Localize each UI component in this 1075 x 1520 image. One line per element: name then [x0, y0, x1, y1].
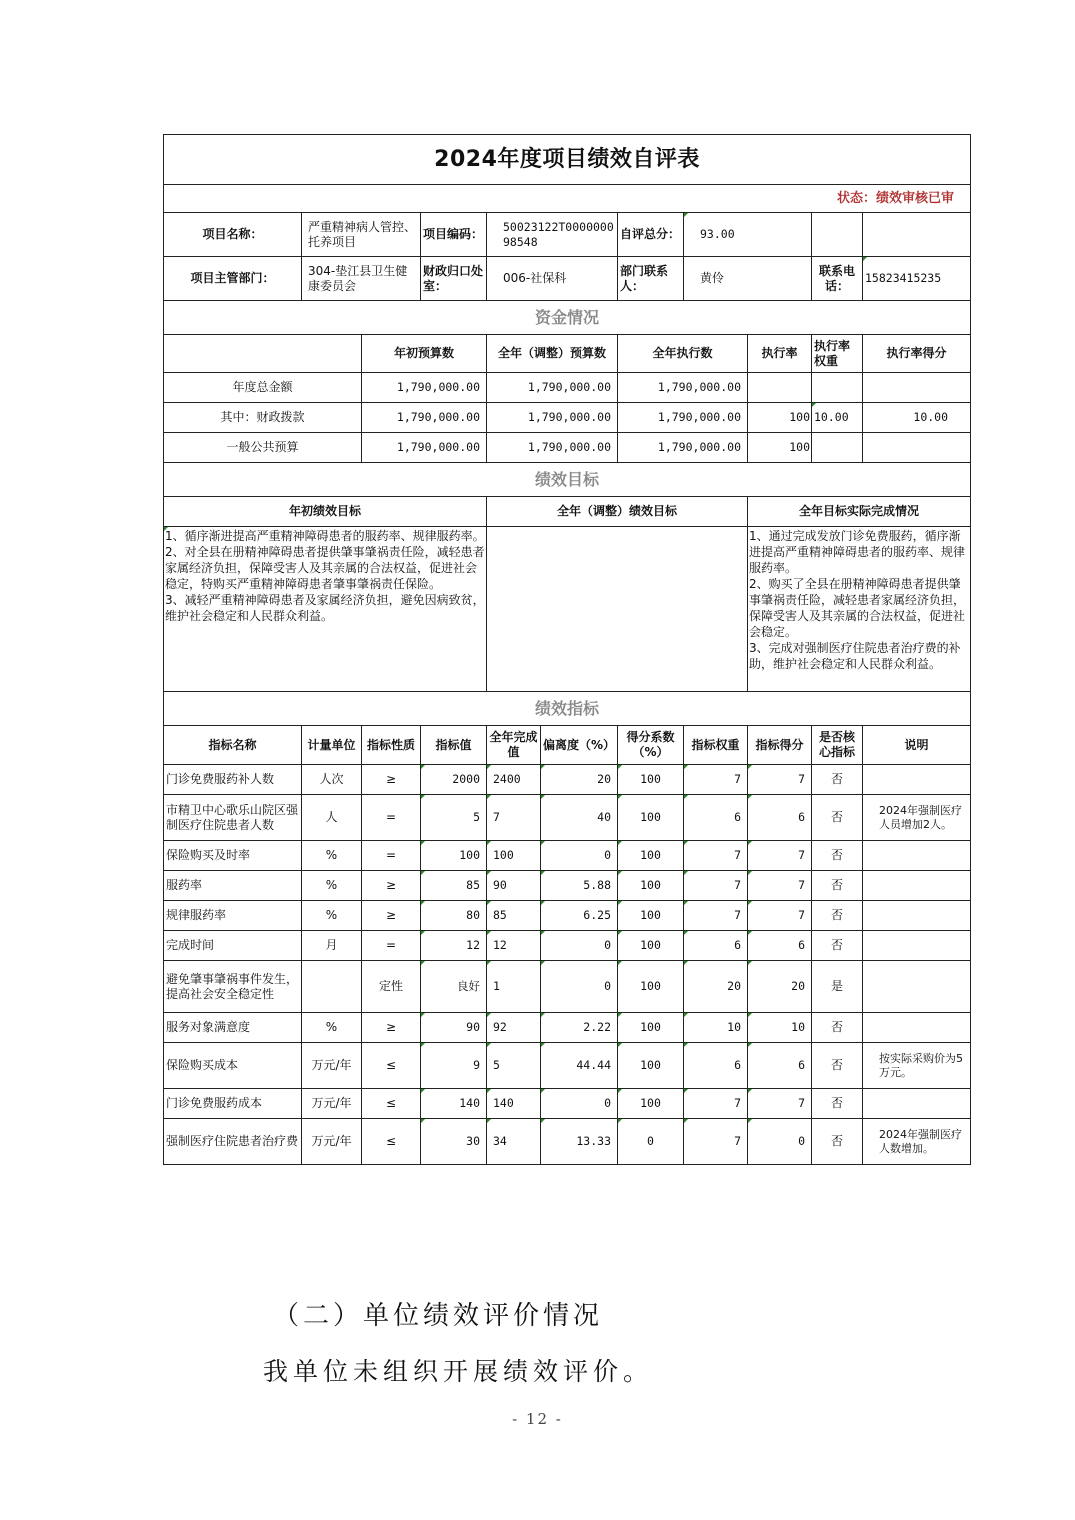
indicator-cell: 保险购买成本: [164, 1043, 302, 1089]
department-label: 项目主管部门：: [164, 257, 302, 301]
indicator-cell: 0: [541, 931, 618, 961]
indicator-cell: 7: [684, 1089, 748, 1119]
indicator-cell: 服药率: [164, 871, 302, 901]
funding-cell: 1,790,000.00: [487, 373, 618, 403]
indicator-cell: 万元/年: [302, 1119, 362, 1165]
indicator-cell: =: [362, 795, 421, 841]
indicator-cell: 100: [487, 841, 541, 871]
indicator-cell: %: [302, 841, 362, 871]
indicator-cell: 20: [684, 961, 748, 1013]
funding-cell: 1,790,000.00: [362, 433, 487, 463]
goals-header-row: [164, 497, 971, 527]
funding-header: 年初预算数: [362, 335, 487, 373]
indicator-cell: ≥: [362, 1013, 421, 1043]
indicator-cell: 5: [421, 795, 487, 841]
funding-row: [164, 433, 971, 463]
funding-header: 全年执行数: [618, 335, 748, 373]
funding-cell: 100: [748, 403, 812, 433]
indicator-cell: 10: [684, 1013, 748, 1043]
phone-label: 联系电话：: [812, 257, 863, 301]
adjusted-goals: [487, 527, 748, 692]
indicator-cell: 30: [421, 1119, 487, 1165]
indicator-cell: 34: [487, 1119, 541, 1165]
funding-row: [164, 403, 971, 433]
indicator-cell: 否: [812, 765, 863, 795]
indicator-cell: 否: [812, 1043, 863, 1089]
funding-row: [164, 373, 971, 403]
indicator-header: 是否核心指标: [812, 726, 863, 765]
indicator-header: 得分系数（%）: [618, 726, 684, 765]
indicator-cell: 2024年强制医疗人员增加2人。: [863, 795, 971, 841]
project-name-label: 项目名称：: [164, 213, 302, 257]
project-code: 50023122T000000098548: [487, 213, 618, 257]
indicator-cell: 0: [748, 1119, 812, 1165]
indicator-row: [164, 1013, 971, 1043]
section-paragraph: 我单位未组织开展绩效评价。: [263, 1357, 654, 1386]
indicator-cell: 6: [684, 1043, 748, 1089]
indicator-row: [164, 871, 971, 901]
indicator-cell: 100: [421, 841, 487, 871]
indicator-cell: 否: [812, 841, 863, 871]
indicator-cell: 否: [812, 1013, 863, 1043]
performance-self-evaluation-sheet: [163, 134, 970, 1165]
indicators-section-title: 绩效指标: [164, 692, 971, 726]
indicator-cell: 2400: [487, 765, 541, 795]
indicator-cell: 100: [618, 841, 684, 871]
indicator-cell: %: [302, 1013, 362, 1043]
indicator-cell: 6.25: [541, 901, 618, 931]
department: 304-垫江县卫生健康委员会: [302, 257, 421, 301]
indicator-header: 计量单位: [302, 726, 362, 765]
contact-person: 黄伶: [684, 257, 812, 301]
indicator-cell: 良好: [421, 961, 487, 1013]
goals-header-actual: 全年目标实际完成情况: [748, 497, 971, 527]
indicator-cell: 门诊免费服药补人数: [164, 765, 302, 795]
indicator-cell: [863, 901, 971, 931]
indicator-cell: =: [362, 841, 421, 871]
indicator-row: [164, 841, 971, 871]
indicator-cell: 是: [812, 961, 863, 1013]
indicator-row: [164, 961, 971, 1013]
project-name: 严重精神病人管控、托养项目: [302, 213, 421, 257]
funding-cell: 1,790,000.00: [362, 403, 487, 433]
table-title: 2024年度项目绩效自评表: [164, 135, 971, 185]
funding-header: 执行率权重: [812, 335, 863, 373]
actual-goals-text: 1、通过完成发放门诊免费服药，循序渐进提高严重精神障碍患者的服药率、规律服药率。 2、购买了全县在册精神障碍患者提供肇事肇祸责任险，减轻患者家属经济负担，保障受害人及其亲属的合法权益，促进社会稳定。 3、完成对强制医疗住院患者治疗费的补助，维护社会稳定和人民群众利益。: [749, 529, 966, 671]
empty-cell: [812, 213, 863, 257]
indicator-header: 指标值: [421, 726, 487, 765]
indicator-cell: 人: [302, 795, 362, 841]
indicator-cell: 否: [812, 795, 863, 841]
indicator-cell: 2024年强制医疗人数增加。: [863, 1119, 971, 1165]
indicator-cell: 规律服药率: [164, 901, 302, 931]
indicator-cell: 44.44: [541, 1043, 618, 1089]
indicator-cell: 定性: [362, 961, 421, 1013]
indicator-cell: 否: [812, 901, 863, 931]
indicator-cell: 7: [748, 901, 812, 931]
indicator-cell: 6: [748, 931, 812, 961]
indicator-cell: 万元/年: [302, 1043, 362, 1089]
funding-cell: 1,790,000.00: [362, 373, 487, 403]
indicator-cell: 20: [541, 765, 618, 795]
indicator-cell: 万元/年: [302, 1089, 362, 1119]
indicator-cell: [863, 1013, 971, 1043]
indicator-header: 指标权重: [684, 726, 748, 765]
finance-office: 006-社保科: [487, 257, 618, 301]
indicator-cell: ≤: [362, 1119, 421, 1165]
indicator-cell: 12: [487, 931, 541, 961]
funding-row-label: 年度总金额: [164, 373, 362, 403]
actual-goals: [748, 527, 971, 692]
empty-cell: [863, 213, 971, 257]
indicator-cell: 强制医疗住院患者治疗费: [164, 1119, 302, 1165]
goals-header-adjusted: 全年（调整）绩效目标: [487, 497, 748, 527]
funding-cell: 10.00: [863, 403, 971, 433]
funding-cell: 1,790,000.00: [618, 433, 748, 463]
initial-goals: [164, 527, 487, 692]
indicator-cell: 门诊免费服药成本: [164, 1089, 302, 1119]
indicator-cell: 按实际采购价为5万元。: [863, 1043, 971, 1089]
status-badge: 状态：绩效审核已审: [164, 185, 971, 213]
funding-header-row: [164, 335, 971, 373]
indicator-cell: 12: [421, 931, 487, 961]
indicator-cell: 0: [541, 961, 618, 1013]
indicator-cell: 1: [487, 961, 541, 1013]
indicator-cell: 2000: [421, 765, 487, 795]
indicator-row: [164, 1119, 971, 1165]
page-number: - 12 -: [512, 1410, 563, 1428]
indicator-cell: 避免肇事肇祸事件发生，提高社会安全稳定性: [164, 961, 302, 1013]
indicator-cell: [863, 841, 971, 871]
indicator-cell: 20: [748, 961, 812, 1013]
indicator-cell: ≤: [362, 1043, 421, 1089]
indicator-header: 指标得分: [748, 726, 812, 765]
funding-cell: 100: [748, 433, 812, 463]
indicator-cell: 100: [618, 795, 684, 841]
initial-goals-text: 1、循序渐进提高严重精神障碍患者的服药率、规律服药率。 2、对全县在册精神障碍患者提供肇事肇祸责任险，减轻患者家属经济负担，保障受害人及其亲属的合法权益，促进社会稳定，特购买严重精神障碍患者肇事肇祸责任保险。 3、减轻严重精神障碍患者及家属经济负担，避免因病致贫，维护社会稳定和人民群众利益。: [165, 529, 485, 623]
indicators-body: [164, 765, 971, 1165]
indicator-cell: 140: [421, 1089, 487, 1119]
indicator-cell: ≤: [362, 1089, 421, 1119]
indicator-cell: 10: [748, 1013, 812, 1043]
indicator-cell: 7: [684, 901, 748, 931]
indicator-cell: 100: [618, 765, 684, 795]
indicator-cell: 7: [748, 871, 812, 901]
funding-header: 执行率得分: [863, 335, 971, 373]
evaluation-table: [163, 134, 971, 1165]
indicator-cell: 否: [812, 871, 863, 901]
indicator-cell: [863, 765, 971, 795]
indicator-cell: 9: [421, 1043, 487, 1089]
indicator-cell: 7: [487, 795, 541, 841]
indicator-cell: 7: [748, 841, 812, 871]
finance-office-label: 财政归口处室：: [421, 257, 487, 301]
funding-row-label: 一般公共预算: [164, 433, 362, 463]
indicator-cell: 6: [684, 795, 748, 841]
contact-label: 部门联系人：: [618, 257, 684, 301]
indicator-cell: 市精卫中心歌乐山院区强制医疗住院患者人数: [164, 795, 302, 841]
indicator-cell: ≥: [362, 765, 421, 795]
funding-cell: 1,790,000.00: [487, 403, 618, 433]
indicator-header: 偏离度（%）: [541, 726, 618, 765]
indicators-header-row: [164, 726, 971, 765]
info-row-project: [164, 213, 971, 257]
indicator-cell: [863, 961, 971, 1013]
indicator-cell: 100: [618, 871, 684, 901]
indicator-cell: 13.33: [541, 1119, 618, 1165]
indicator-cell: 否: [812, 1119, 863, 1165]
indicator-cell: 月: [302, 931, 362, 961]
indicator-row: [164, 931, 971, 961]
indicator-cell: [863, 1089, 971, 1119]
indicator-cell: 7: [684, 871, 748, 901]
indicator-cell: 92: [487, 1013, 541, 1043]
indicator-cell: 7: [748, 1089, 812, 1119]
project-code-label: 项目编码：: [421, 213, 487, 257]
indicator-cell: [863, 871, 971, 901]
indicator-cell: 0: [541, 841, 618, 871]
goals-header-initial: 年初绩效目标: [164, 497, 487, 527]
indicator-cell: 90: [421, 1013, 487, 1043]
indicator-cell: 5: [487, 1043, 541, 1089]
funding-header-blank: [164, 335, 362, 373]
indicator-cell: 保险购买及时率: [164, 841, 302, 871]
funding-cell: 1,790,000.00: [618, 373, 748, 403]
indicator-cell: 80: [421, 901, 487, 931]
funding-header: 全年（调整）预算数: [487, 335, 618, 373]
indicator-row: [164, 795, 971, 841]
indicator-row: [164, 901, 971, 931]
indicator-cell: 140: [487, 1089, 541, 1119]
indicator-row: [164, 1043, 971, 1089]
indicator-cell: 7: [684, 765, 748, 795]
funding-section-title: 资金情况: [164, 301, 971, 335]
indicator-cell: 6: [684, 931, 748, 961]
funding-cell: [863, 373, 971, 403]
indicator-cell: 85: [421, 871, 487, 901]
funding-cell: 1,790,000.00: [487, 433, 618, 463]
info-row-department: [164, 257, 971, 301]
indicator-cell: 0: [618, 1119, 684, 1165]
indicator-cell: 6: [748, 1043, 812, 1089]
indicator-cell: 85: [487, 901, 541, 931]
indicator-cell: 6: [748, 795, 812, 841]
indicator-cell: 100: [618, 1043, 684, 1089]
indicator-cell: 7: [748, 765, 812, 795]
indicator-cell: 7: [684, 841, 748, 871]
section-heading: （二）单位绩效评价情况: [273, 1301, 604, 1331]
indicator-cell: 否: [812, 931, 863, 961]
funding-cell: 10.00: [812, 403, 863, 433]
phone-number: 15823415235: [863, 257, 971, 301]
indicator-cell: ≥: [362, 901, 421, 931]
indicator-cell: 5.88: [541, 871, 618, 901]
indicator-cell: 100: [618, 961, 684, 1013]
indicator-row: [164, 765, 971, 795]
indicator-cell: [863, 931, 971, 961]
funding-cell: 1,790,000.00: [618, 403, 748, 433]
indicator-cell: 服务对象满意度: [164, 1013, 302, 1043]
funding-header: 执行率: [748, 335, 812, 373]
indicator-cell: 0: [541, 1089, 618, 1119]
indicator-cell: 100: [618, 931, 684, 961]
indicator-cell: 90: [487, 871, 541, 901]
indicator-cell: 2.22: [541, 1013, 618, 1043]
funding-row-label: 其中：财政拨款: [164, 403, 362, 433]
indicator-cell: 100: [618, 1089, 684, 1119]
funding-cell: [748, 373, 812, 403]
self-score-label: 自评总分：: [618, 213, 684, 257]
indicator-cell: 人次: [302, 765, 362, 795]
indicator-cell: 100: [618, 901, 684, 931]
indicator-cell: ≥: [362, 871, 421, 901]
indicator-cell: %: [302, 871, 362, 901]
indicator-header: 指标性质: [362, 726, 421, 765]
indicator-header: 指标名称: [164, 726, 302, 765]
indicator-cell: 否: [812, 1089, 863, 1119]
funding-cell: [812, 373, 863, 403]
indicator-cell: 100: [618, 1013, 684, 1043]
indicator-cell: %: [302, 901, 362, 931]
indicator-header: 说明: [863, 726, 971, 765]
goals-content-row: [164, 527, 971, 692]
indicator-cell: 7: [684, 1119, 748, 1165]
indicator-header: 全年完成值: [487, 726, 541, 765]
indicator-row: [164, 1089, 971, 1119]
funding-cell: [863, 433, 971, 463]
self-score: 93.00: [684, 213, 812, 257]
indicator-cell: [302, 961, 362, 1013]
goals-section-title: 绩效目标: [164, 463, 971, 497]
funding-cell: [812, 433, 863, 463]
indicator-cell: =: [362, 931, 421, 961]
indicator-cell: 完成时间: [164, 931, 302, 961]
indicator-cell: 40: [541, 795, 618, 841]
